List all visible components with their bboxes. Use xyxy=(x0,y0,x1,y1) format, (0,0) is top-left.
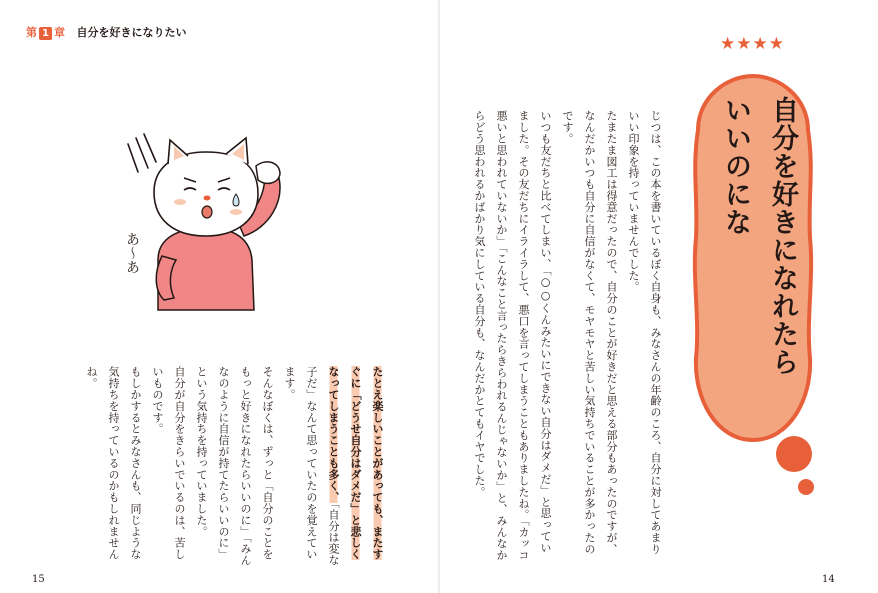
body-text-right-page xyxy=(473,110,666,562)
cat-illustration xyxy=(118,132,308,312)
chapter-suffix: 章 xyxy=(54,26,65,39)
page-number-left: 15 xyxy=(32,574,45,585)
highlighted-text: たとえ楽しいことがあっても、またすぐに「どうせ自分はダメだ」と悲しくなってしまうことも多く、 xyxy=(327,366,384,560)
body-text-left-page xyxy=(78,366,388,566)
chapter-title: 自分を好きになりたい xyxy=(76,26,187,39)
chapter-header xyxy=(26,24,187,40)
text-span: 「自分は変な子だ」なんて思っていたのを覚えています。 xyxy=(283,366,340,566)
chapter-number: 1 xyxy=(39,27,52,40)
paragraph: 自分が自分をきらいでいるのは、苦しいものです。 xyxy=(151,366,186,560)
page-number-right: 14 xyxy=(822,574,835,585)
paragraph: たまたま図工は得意だったので、自分のことが好きだと思える部分もあったのですが、なんだかいつも自分に自信がなくて、モヤモヤと苦しい気持ちでいることが多かったのです。 xyxy=(561,110,618,555)
paragraph: じつは、この本を書いているぼく自身も、みなさんの年齢のころ、自分に対してあまりいい印象を持っていませんでした。 xyxy=(627,110,662,555)
paragraph: そんなぼくは、ずっと「自分のことをもっと好きになれたらいいのに」「みんなのように自信が持てたらいいのに」という気持ちを持っていました。 xyxy=(195,366,274,566)
bubble-dot-large xyxy=(776,436,812,472)
page-gutter xyxy=(438,0,440,593)
bubble-dot-small xyxy=(798,479,814,495)
paragraph xyxy=(278,366,388,566)
sound-effect-label: あ〜あ xyxy=(124,232,140,274)
title-line-2: いいのにな xyxy=(720,96,751,236)
paragraph: いつも友だちと比べてしまい、「○○くんみたいにできない自分はダメだ」と思っていました。その友だちにイライラして、悪口を言ってしまうこともありましたね。「カッコ悪いと思われていないか」「こんなこと言ったらきらわれるんじゃないか」と、みんなからどう思われるかばかり気にしている自分も、なんだかとてもイヤでした。 xyxy=(473,110,552,561)
title-line-1: 自分を好きになれたら xyxy=(767,96,798,376)
rating-stars-icon: ★★★★ xyxy=(720,34,785,54)
chapter-mark: 第 xyxy=(26,26,37,39)
paragraph: もしかするとみなさんも、同じような気持ちを持っているのかもしれませんね。 xyxy=(85,366,142,560)
